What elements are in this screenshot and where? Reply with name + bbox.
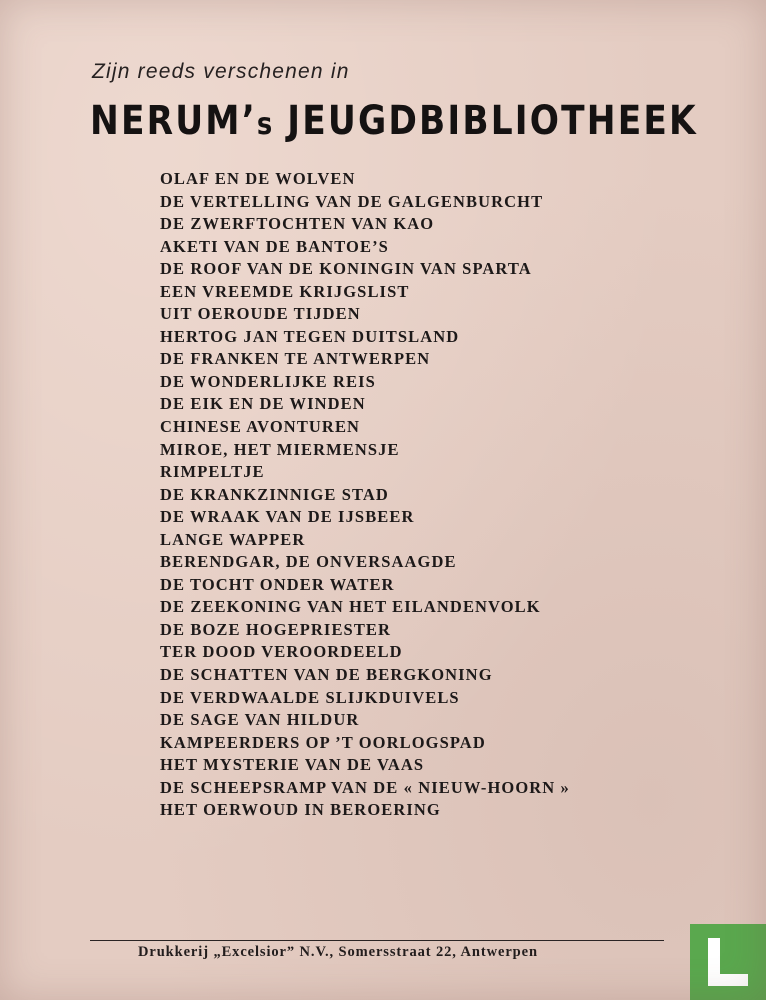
book-title: DE EIK EN DE WINDEN bbox=[160, 394, 366, 414]
title-possessive: s bbox=[256, 107, 274, 142]
book-title: DE ZEEKONING VAN HET EILANDENVOLK bbox=[160, 597, 541, 617]
book-title: DE WONDERLIJKE REIS bbox=[160, 371, 376, 391]
book-title: LANGE WAPPER bbox=[160, 529, 306, 549]
book-title: UIT OEROUDE TIJDEN bbox=[160, 304, 361, 324]
book-title: DE ZWERFTOCHTEN VAN KAO bbox=[160, 214, 435, 234]
l-square-logo-icon bbox=[690, 924, 766, 1000]
book-title: HERTOG JAN TEGEN DUITSLAND bbox=[160, 326, 460, 346]
book-title: DE VERTELLING VAN DE GALGENBURCHT bbox=[160, 191, 544, 211]
book-title: DE FRANKEN TE ANTWERPEN bbox=[160, 349, 431, 369]
book-title: DE KRANKZINNIGE STAD bbox=[160, 484, 389, 504]
book-title: EEN VREEMDE KRIJGSLIST bbox=[160, 281, 410, 301]
book-title: TER DOOD VEROORDEELD bbox=[160, 642, 403, 662]
title-rest: JEUGDBIBLIOTHEEK bbox=[273, 98, 698, 144]
series-title bbox=[90, 98, 698, 144]
book-title: CHINESE AVONTUREN bbox=[160, 417, 361, 437]
book-title: KAMPEERDERS OP ’T OORLOGSPAD bbox=[160, 732, 486, 752]
title-nerum: NERUM’ bbox=[90, 98, 257, 144]
book-title: DE ROOF VAN DE KONINGIN VAN SPARTA bbox=[160, 259, 532, 279]
book-title: DE VERDWAALDE SLIJKDUIVELS bbox=[160, 687, 460, 707]
book-title: DE TOCHT ONDER WATER bbox=[160, 574, 395, 594]
watermark-logo bbox=[690, 924, 766, 1000]
book-title: AKETI VAN DE BANTOE’S bbox=[160, 236, 389, 256]
book-title: OLAF EN DE WOLVEN bbox=[160, 169, 356, 188]
book-title: BERENDGAR, DE ONVERSAAGDE bbox=[160, 552, 457, 572]
intro-line: Zijn reeds verschenen in bbox=[92, 60, 350, 83]
book-title: DE SAGE VAN HILDUR bbox=[160, 710, 360, 730]
book-title: HET OERWOUD IN BEROERING bbox=[160, 800, 441, 820]
book-title: DE SCHEEPSRAMP VAN DE « NIEUW-HOORN » bbox=[160, 777, 570, 797]
book-title: RIMPELTJE bbox=[160, 462, 265, 482]
book-list bbox=[160, 168, 570, 822]
book-title: HET MYSTERIE VAN DE VAAS bbox=[160, 755, 425, 775]
book-title: MIROE, HET MIERMENSJE bbox=[160, 439, 400, 459]
book-title: DE WRAAK VAN DE IJSBEER bbox=[160, 507, 415, 527]
printer-imprint: Drukkerij „Excelsior” N.V., Somersstraat 22, Antwerpen bbox=[138, 944, 538, 960]
book-title: DE SCHATTEN VAN DE BERGKONING bbox=[160, 665, 493, 685]
footer-divider bbox=[90, 940, 664, 941]
book-title: DE BOZE HOGEPRIESTER bbox=[160, 619, 392, 639]
